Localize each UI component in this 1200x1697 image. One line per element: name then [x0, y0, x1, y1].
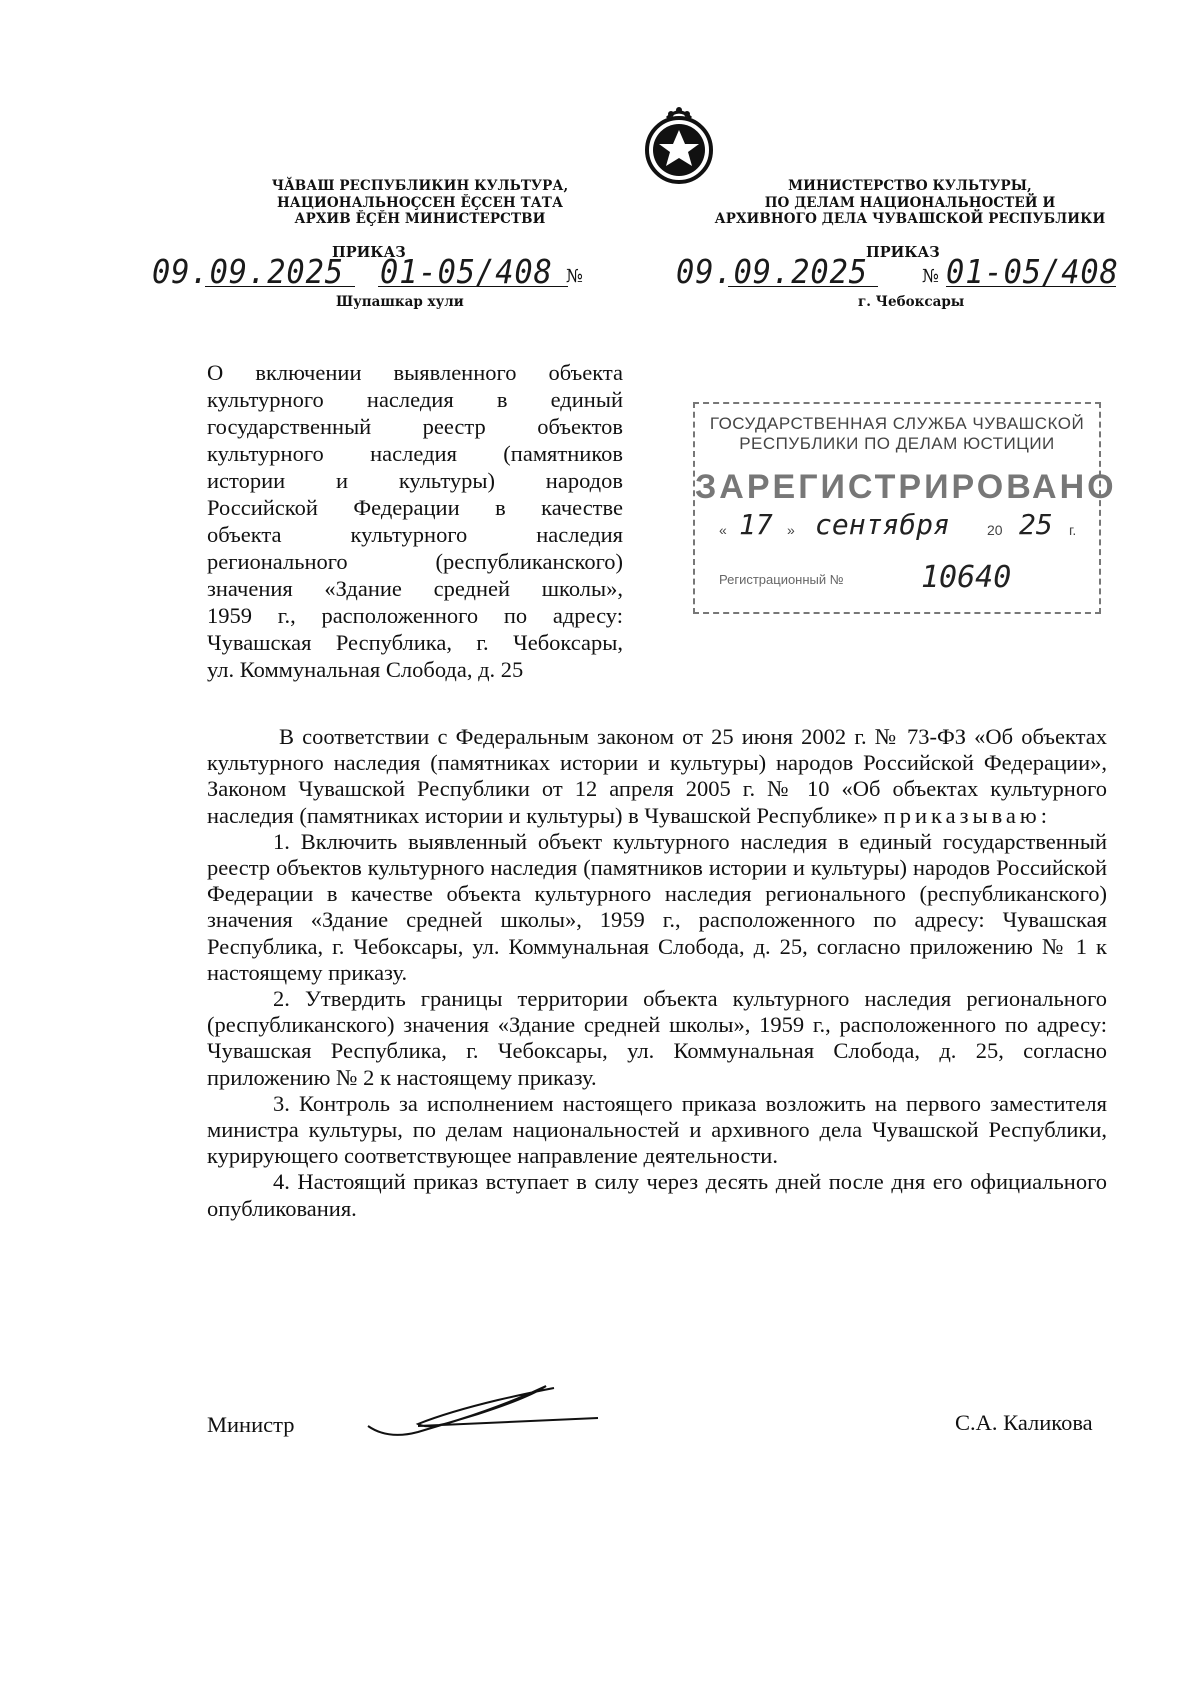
subject-line: государственный реестр объектов	[207, 414, 623, 439]
body-item-4: 4. Настоящий приказ вступает в силу через десять дней после дня его официального опубликования.	[207, 1169, 1107, 1221]
stamp-registered: ЗАРЕГИСТРИРОВАНО	[695, 468, 1117, 506]
right-number-sign: №	[922, 266, 940, 287]
order-body	[207, 724, 1107, 1222]
right-date-handwritten: 09.09.2025	[676, 252, 868, 291]
body-item-2: 2. Утвердить границы территории объекта культурного наследия регионального (республиканского) значения «Здание средней школы», 1959 г., расположенного по адресу: Чувашская Республика, г. Чебоксары, ул. Коммунальная Слобода, д. 25, согласно приложению № 2 к настоящему приказу.	[207, 986, 1107, 1090]
subject-line: Российской Федерации в качестве	[207, 495, 623, 520]
subject-line: культурного наследия в единый	[207, 387, 623, 412]
subject-line: культурного наследия (памятников	[207, 441, 623, 466]
body-intro-text: В соответствии с Федеральным законом от 25 июня 2002 г. № 73-ФЗ «Об объектах культурного наследия (памятниках истории и культуры) народов Российской Федерации», Законом Чувашской Республики от 12 апреля 2005 г. № 10 «Об объектах культурного наследия (памятниках истории и культуры) в Чувашской Республике»	[207, 724, 1107, 828]
right-city: г. Чебоксары	[858, 294, 965, 310]
left-number-underline	[378, 286, 568, 287]
subject-line: Чувашская Республика, г. Чебоксары,	[207, 630, 623, 655]
stamp-month: сентября	[815, 508, 950, 541]
right-date-underline	[728, 286, 878, 287]
subject-line: О включении выявленного объекта	[207, 360, 623, 385]
signatory-name: С.А. Каликова	[955, 1410, 1093, 1435]
right-number-handwritten: 01-05/408	[946, 252, 1119, 291]
left-number-handwritten: 01-05/408	[380, 252, 553, 291]
signatory-title: Министр	[207, 1412, 295, 1437]
stamp-reg-number: 10640	[921, 560, 1012, 595]
order-label-right: ПРИКАЗ	[866, 244, 940, 261]
subject-line: значения «Здание средней школы»,	[207, 576, 623, 601]
left-date-handwritten: 09.09.2025	[152, 252, 344, 291]
body-item-3: 3. Контроль за исполнением настоящего приказа возложить на первого заместителя министра культуры, по делам национальностей и архивного дела Чувашской Республики, курирующего соответствующее направление деятельности.	[207, 1090, 1107, 1169]
subject-line: 1959 г., расположенного по адресу:	[207, 603, 623, 628]
order-label-left: ПРИКАЗ	[332, 244, 406, 261]
body-intro	[207, 724, 1107, 829]
subject-line: объекта культурного наследия	[207, 522, 623, 547]
right-number-underline	[946, 286, 1116, 287]
left-number-sign: №	[566, 266, 584, 287]
header-left-line: ЧĂВАШ РЕСПУБЛИКИН КУЛЬТУРА,	[271, 178, 569, 194]
subject-line: истории и культуры) народов	[207, 468, 623, 493]
subject-line: регионального (республиканского)	[207, 549, 623, 574]
subject-line: ул. Коммунальная Слобода, д. 25	[207, 657, 524, 682]
left-city: Шупашкар хули	[336, 294, 464, 310]
header-right-line: АРХИВНОГО ДЕЛА ЧУВАШСКОЙ РЕСПУБЛИКИ	[714, 211, 1106, 227]
body-item-1: 1. Включить выявленный объект культурного наследия в единый государственный реестр объектов культурного наследия (памятников истории и культуры) народов Российской Федерации в качестве объекта культурного наследия регионального (республиканского) значения «Здание средней школы», 1959 г., расположенного по адресу: Чувашская Республика, г. Чебоксары, ул. Коммунальная Слобода, д. 25, согласно приложению № 1 к настоящему приказу.	[207, 828, 1107, 985]
header-org-right	[690, 178, 1130, 228]
stamp-reg-label: Регистрационный №	[719, 572, 844, 587]
order-subject	[207, 359, 623, 683]
coat-of-arms-emblem	[633, 100, 725, 186]
header-right-line: ПО ДЕЛАМ НАЦИОНАЛЬНОСТЕЙ И	[764, 194, 1056, 211]
left-date-underline	[205, 286, 355, 287]
stamp-line-1: ГОСУДАРСТВЕННАЯ СЛУЖБА ЧУВАШСКОЙ	[709, 414, 1085, 433]
header-left-line: АРХИВ ĔÇĔН МИНИСТЕРСТВИ	[294, 211, 546, 227]
registration-stamp: ГОСУДАРСТВЕННАЯ СЛУЖБА ЧУВАШСКОЙ РЕСПУБЛИКИ ПО ДЕЛАМ ЮСТИЦИИ ЗАРЕГИСТРИРОВАНО « 17 » сентября 20 25 г. Регистрационный № 10640	[693, 402, 1101, 614]
header-right-line: МИНИСТЕРСТВО КУЛЬТУРЫ,	[788, 178, 1032, 194]
body-decree-word: приказываю:	[883, 802, 1051, 828]
stamp-day: 17	[739, 508, 773, 541]
handwritten-signature	[358, 1374, 608, 1444]
stamp-line-2: РЕСПУБЛИКИ ПО ДЕЛАМ ЮСТИЦИИ	[739, 434, 1055, 453]
stamp-year: 25	[1019, 508, 1053, 541]
header-org-left	[200, 178, 640, 228]
header-left-line: НАЦИОНАЛЬНОÇСЕН ĔÇСЕН ТАТА	[276, 194, 564, 211]
